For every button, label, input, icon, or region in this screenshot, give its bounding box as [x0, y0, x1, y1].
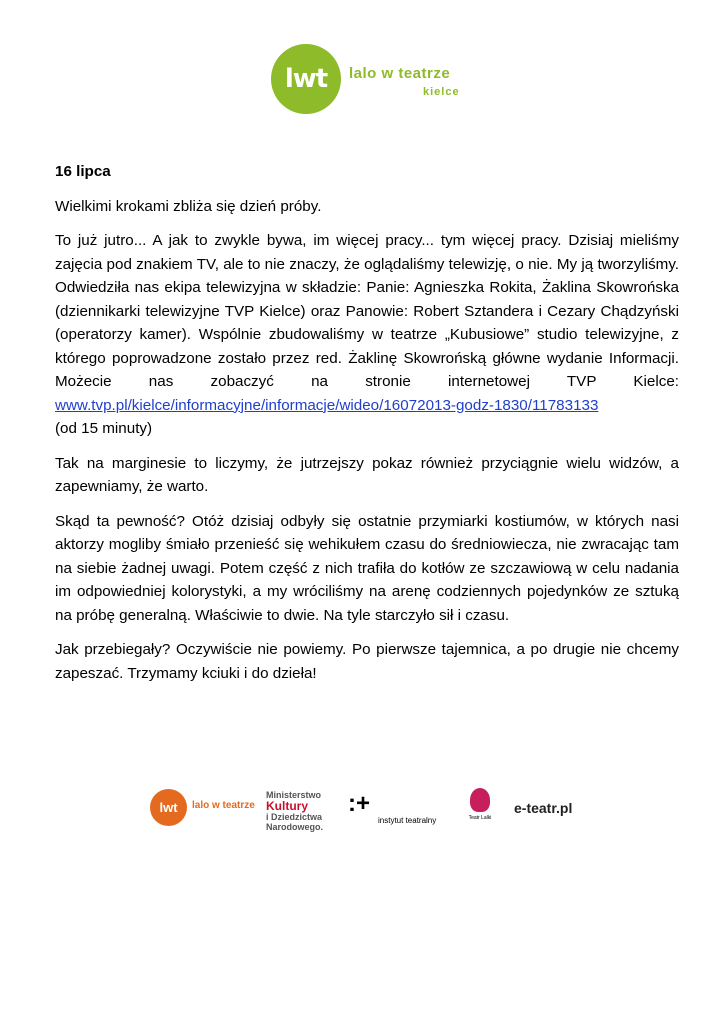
header-logo	[271, 44, 471, 114]
instytut-name: instytut teatralny	[378, 816, 437, 825]
instytut-symbol: :+	[348, 790, 371, 817]
logo-circle	[271, 44, 341, 114]
paragraph-1-note: (od 15 minuty)	[55, 420, 153, 437]
footer-lwt-circle: lwt	[150, 789, 187, 826]
paragraph-2: Tak na marginesie to liczymy, że jutrzejszy pokaz również przyciągnie wielu widzów, a zapewniamy, że warto.	[55, 454, 679, 495]
ministry-line-4: Narodowego.	[266, 822, 324, 832]
paragraph-1-text: To już jutro... A jak to zwykle bywa, im więcej pracy... tym więcej pracy. Dzisiaj mieliśmy zajęcia pod znakiem TV, ale to nie znaczy, że oglądaliśmy telewizję, o nie. My ją tworzyliśmy. Odwiedziła nas ekipa telewizyjna w składzie: Panie: Agnieszka Rokita, Żaklina Skowrońska (dziennikarki telewizyjne TVP Kielce) oraz Panowie: Robert Sztandera i Cezary Chądzyński (operatorzy kamer). Wspólnie zbudowaliśmy w teatrze „Kubusiowe” studio telewizyjne, z którego poprowadzone zostało przez red. Żaklinę Skowrońską główne wydanie Informacji. Możecie nas zobaczyć na stronie internetowej TVP Kielce:	[55, 232, 679, 390]
sponsor-footer	[150, 786, 590, 832]
footer-lwt-logo	[150, 789, 255, 827]
teatr-lalki-name: Teatr Lalki	[468, 815, 492, 821]
ministry-line-3: i Dziedzictwa	[266, 812, 323, 822]
teatr-lalki-logo	[467, 788, 493, 830]
e-teatr-logo: e-teatr.pl	[514, 800, 573, 816]
puppet-head-icon	[470, 788, 490, 812]
article-lead: Wielkimi krokami zbliża się dzień próby.	[55, 197, 322, 215]
ministry-logo	[266, 790, 336, 832]
logo-city: kielce	[423, 86, 460, 98]
instytut-teatralny-logo	[348, 790, 437, 828]
ministry-line-1: Ministerstwo	[266, 790, 322, 800]
ministry-line-2: Kultury	[266, 799, 308, 813]
logo-name: lalo w teatrze	[349, 65, 451, 82]
footer-lwt-name: lalo w teatrze	[192, 800, 255, 811]
logo-mark: lwt	[284, 64, 328, 94]
tvp-video-link[interactable]: www.tvp.pl/kielce/informacyjne/informacje/wideo/16072013-godz-1830/11783133	[55, 396, 599, 414]
article-body	[55, 160, 679, 696]
paragraph-4: Jak przebiegały? Oczywiście nie powiemy. Po pierwsze tajemnica, a po drugie nie chcemy zapeszać. Trzymamy kciuki i do dzieła!	[55, 641, 679, 682]
paragraph-3: Skąd ta pewność? Otóż dzisiaj odbyły się ostatnie przymiarki kostiumów, w których nasi aktorzy mogliby śmiało przenieść się wehikułem czasu do średniowiecza, nie zwracając tam na siebie żadnej uwagi. Potem część z nich trafiła do kotłów ze szczawiową w celu nadania im odpowiedniej kolorystyki, a my wróciliśmy na arenę codziennych pojedynków ze sztuką na próbę generalną. Właściwie to dwie. Na tyle starczyło sił i czasu.	[55, 512, 679, 624]
paragraph-1	[55, 229, 679, 441]
article-date: 16 lipca	[55, 163, 111, 180]
